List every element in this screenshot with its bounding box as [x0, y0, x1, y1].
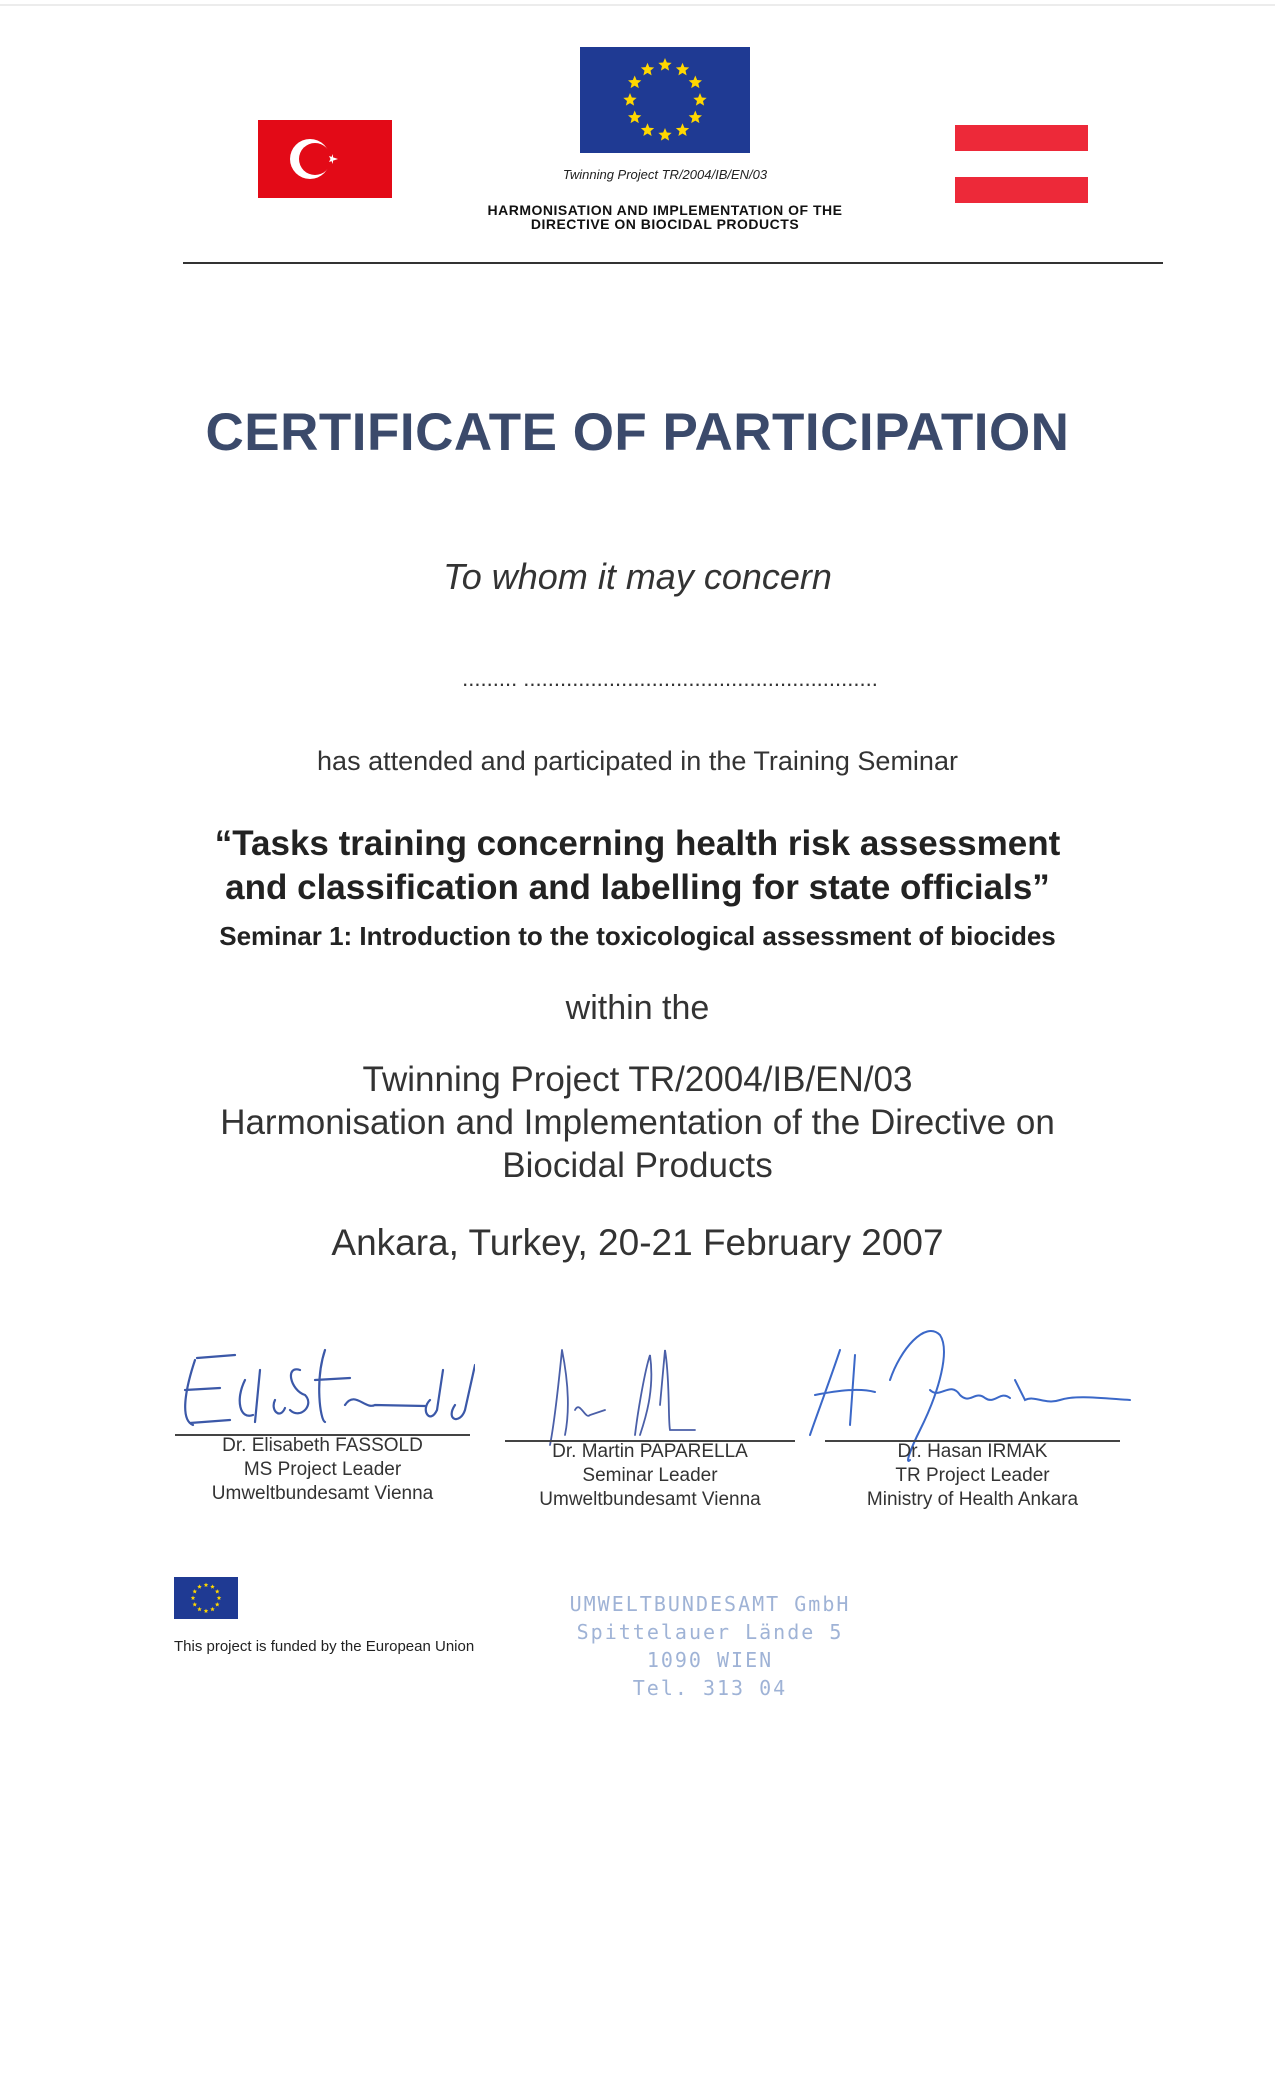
signatory-fassold — [165, 1434, 480, 1506]
eu-star-icon — [693, 93, 706, 106]
stamp-line4: Tel. 313 04 — [632, 1676, 788, 1700]
signature-paparella — [520, 1310, 780, 1450]
austria-flag-icon — [955, 125, 1088, 203]
signatory-role: MS Project Leader — [243, 1459, 402, 1480]
eu-star-icon — [628, 111, 641, 124]
eu-star-icon — [658, 58, 671, 71]
eu-star-icon — [215, 1602, 220, 1606]
eu-star-icon — [676, 123, 689, 136]
seminar-subtitle: Seminar 1: Introduction to the toxicological assessment of biocides — [219, 921, 1056, 951]
project-block — [150, 1058, 1125, 1187]
eu-star-icon — [689, 76, 702, 89]
header-divider — [183, 262, 1163, 264]
signatory-name: Dr. Martin PAPARELLA — [552, 1441, 748, 1462]
signatory-irmak — [810, 1440, 1135, 1512]
signature-fassold — [175, 1310, 475, 1440]
project-line3: Biocidal Products — [502, 1146, 773, 1185]
eu-star-icon — [641, 123, 654, 136]
certificate-title: CERTIFICATE OF PARTICIPATION — [205, 403, 1070, 462]
header-project-name-line2: DIRECTIVE ON BIOCIDAL PRODUCTS — [530, 216, 800, 232]
eu-star-icon — [191, 1596, 196, 1600]
header-project-code: Twinning Project TR/2004/IB/EN/03 — [562, 167, 768, 182]
stamp-line3: 1090 WIEN — [646, 1648, 774, 1672]
eu-star-icon — [689, 111, 702, 124]
seminar-title-line2: and classification and labelling for state officials” — [225, 868, 1050, 907]
signatory-org: Ministry of Health Ankara — [866, 1489, 1079, 1510]
eu-star-icon — [204, 1609, 209, 1613]
eu-star-icon — [676, 63, 689, 76]
signatory-role: Seminar Leader — [582, 1465, 718, 1486]
stamp-line1: UMWELTBUNDESAMT GmbH — [569, 1592, 851, 1616]
participant-name-placeholder: ......... .......................................................... — [462, 666, 878, 691]
eu-star-icon — [623, 93, 636, 106]
signatory-name: Dr. Hasan IRMAK — [897, 1441, 1048, 1462]
project-line2: Harmonisation and Implementation of the Directive on — [220, 1103, 1055, 1142]
signatory-org: Umweltbundesamt Vienna — [211, 1483, 434, 1504]
signatory-name: Dr. Elisabeth FASSOLD — [222, 1435, 423, 1456]
project-line1: Twinning Project TR/2004/IB/EN/03 — [362, 1060, 913, 1099]
eu-star-icon — [210, 1607, 215, 1611]
eu-star-icon — [210, 1584, 215, 1588]
eu-star-icon — [658, 128, 671, 141]
salutation: To whom it may concern — [443, 556, 832, 597]
eu-flag-icon — [580, 47, 750, 153]
signatory-paparella — [500, 1440, 800, 1512]
austria-flag-band-bottom — [955, 177, 1088, 203]
within-text: within the — [565, 989, 710, 1027]
eu-star-icon — [197, 1584, 202, 1588]
place-date: Ankara, Turkey, 20-21 February 2007 — [331, 1222, 944, 1263]
organization-stamp — [540, 1590, 880, 1702]
seminar-title-line1: “Tasks training concerning health risk assessment — [214, 824, 1061, 863]
austria-flag-band-top — [955, 125, 1088, 151]
eu-star-icon — [197, 1607, 202, 1611]
seminar-title — [150, 822, 1125, 910]
eu-star-icon — [217, 1596, 222, 1600]
attended-text: has attended and participated in the Training Seminar — [317, 746, 958, 776]
funded-by-eu-text: This project is funded by the European Union — [174, 1638, 475, 1655]
eu-star-icon — [204, 1583, 209, 1587]
header-project-name — [400, 203, 930, 231]
signatory-org: Umweltbundesamt Vienna — [539, 1489, 761, 1510]
eu-star-icon — [192, 1589, 197, 1593]
eu-star-icon — [215, 1589, 220, 1593]
header-project-name-line1: HARMONISATION AND IMPLEMENTATION OF THE — [487, 202, 843, 218]
eu-star-icon — [641, 63, 654, 76]
turkey-flag-icon — [258, 120, 392, 198]
stamp-line2: Spittelauer Lände 5 — [576, 1620, 844, 1644]
scan-edge — [0, 4, 1275, 6]
eu-star-icon — [628, 76, 641, 89]
signatory-role: TR Project Leader — [895, 1465, 1050, 1486]
eu-star-icon — [192, 1602, 197, 1606]
eu-flag-small-icon — [174, 1577, 238, 1619]
